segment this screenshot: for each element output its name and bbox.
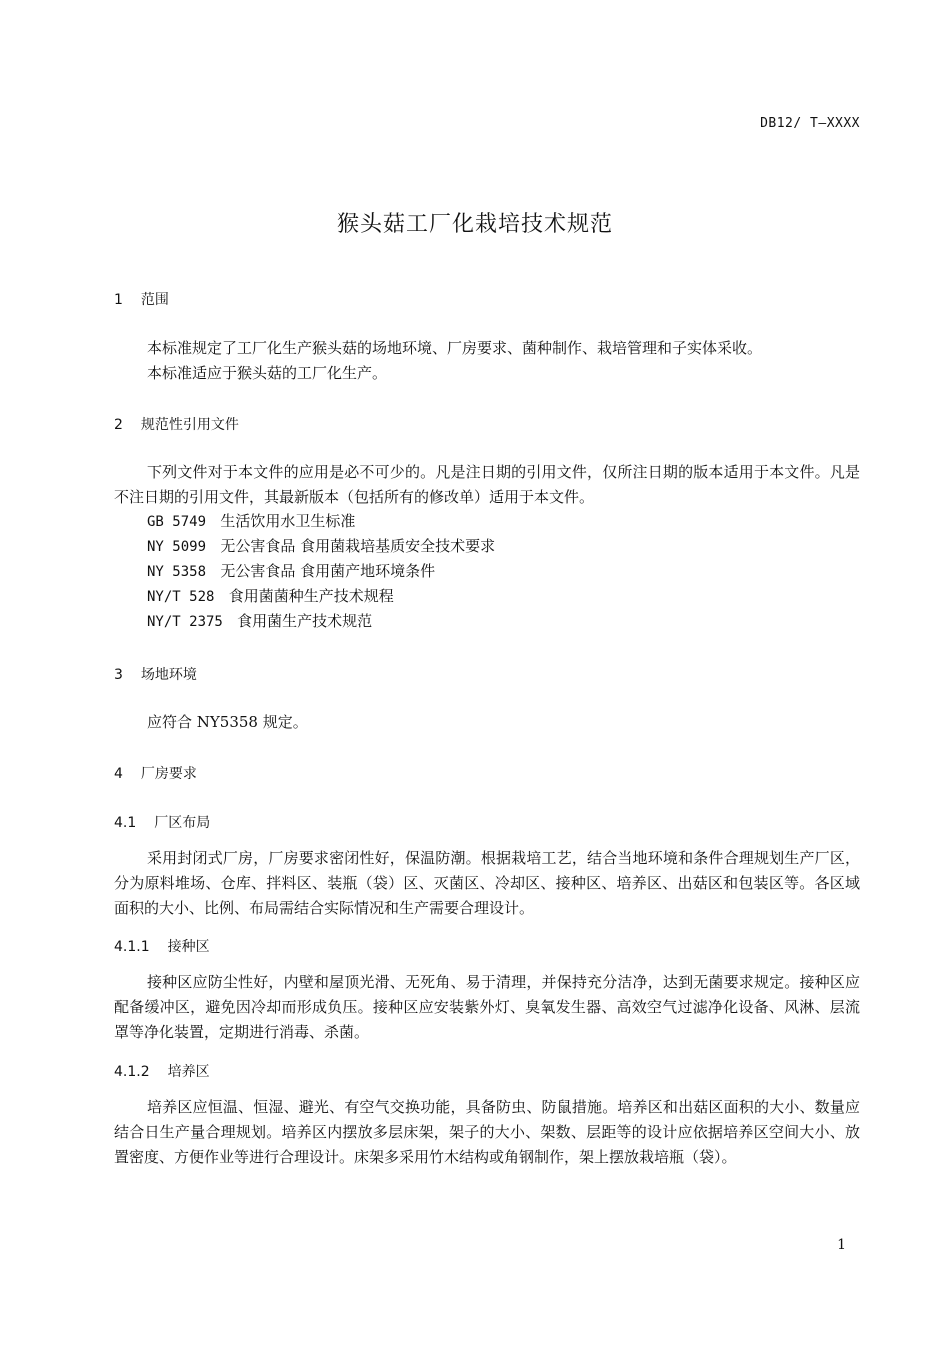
reference-title: 食用菌生产技术规范 xyxy=(237,612,373,630)
section-3-heading xyxy=(114,664,197,684)
section-4-1-heading xyxy=(114,812,210,832)
section-number: 2 xyxy=(114,417,123,433)
reference-code: NY 5099 xyxy=(147,539,207,555)
section-title: 规范性引用文件 xyxy=(140,417,239,433)
section-4-1-2-paragraph-1: 培养区应恒温、恒湿、避光、有空气交换功能，具备防虫、防鼠措施。培养区和出菇区面积的大小、数量应结合日生产量合理规划。培养区内摆放多层床架，架子的大小、架数、层距等的设计应依据培养区空间大小、放置密度、方便作业等进行合理设计。床架多采用竹木结构或角钢制作，架上摆放栽培瓶（袋）。 xyxy=(114,1098,860,1166)
reference-item xyxy=(147,509,355,535)
section-2-heading xyxy=(114,414,239,434)
reference-title: 无公害食品 食用菌产地环境条件 xyxy=(220,562,436,580)
section-number: 4.1.1 xyxy=(114,939,150,955)
reference-item xyxy=(147,584,394,610)
reference-item xyxy=(147,609,372,635)
section-number: 4.1 xyxy=(114,815,137,831)
section-title: 厂房要求 xyxy=(140,766,197,782)
section-number: 4 xyxy=(114,766,123,782)
section-4-1-1-heading xyxy=(114,936,210,956)
reference-title: 食用菌菌种生产技术规程 xyxy=(228,587,394,605)
section-number: 1 xyxy=(114,292,123,308)
section-number: 3 xyxy=(114,667,123,683)
section-number: 4.1.2 xyxy=(114,1064,150,1080)
section-2-paragraph-1: 下列文件对于本文件的应用是必不可少的。凡是注日期的引用文件，仅所注日期的版本适用于本文件。凡是不注日期的引用文件，其最新版本（包括所有的修改单）适用于本文件。 xyxy=(114,463,860,506)
reference-code: NY/T 2375 xyxy=(147,614,223,630)
page-number: 1 xyxy=(837,1237,846,1253)
document-number: DB12/ T—XXXX xyxy=(760,116,860,131)
section-3-paragraph-1: 应符合 NY5358 规定。 xyxy=(147,713,308,731)
document-title: 猴头菇工厂化栽培技术规范 xyxy=(336,212,613,237)
section-title: 范围 xyxy=(140,292,169,308)
section-4-1-2-heading xyxy=(114,1061,210,1081)
section-title: 培养区 xyxy=(167,1064,210,1080)
section-4-1-paragraph-1: 采用封闭式厂房，厂房要求密闭性好，保温防潮。根据栽培工艺，结合当地环境和条件合理规划生产厂区，分为原料堆场、仓库、拌料区、装瓶（袋）区、灭菌区、冷却区、接种区、培养区、出菇区和包装区等。各区域面积的大小、比例、布局需结合实际情况和生产需要合理设计。 xyxy=(114,849,860,917)
reference-title: 生活饮用水卫生标准 xyxy=(220,512,356,530)
reference-title: 无公害食品 食用菌栽培基质安全技术要求 xyxy=(220,537,496,555)
section-title: 接种区 xyxy=(167,939,210,955)
reference-code: NY/T 528 xyxy=(147,589,215,605)
section-4-heading xyxy=(114,763,197,783)
section-4-1-1-paragraph-1: 接种区应防尘性好，内壁和屋顶光滑、无死角、易于清理，并保持充分洁净，达到无菌要求规定。接种区应配备缓冲区，避免因冷却而形成负压。接种区应安装紫外灯、臭氧发生器、高效空气过滤净化设备、风淋、层流罩等净化装置，定期进行消毒、杀菌。 xyxy=(114,973,860,1041)
reference-code: GB 5749 xyxy=(147,514,207,530)
section-title: 厂区布局 xyxy=(154,815,211,831)
reference-item xyxy=(147,534,495,560)
section-1-paragraph-2: 本标准适应于猴头菇的工厂化生产。 xyxy=(147,364,388,382)
reference-code: NY 5358 xyxy=(147,564,207,580)
section-1-paragraph-1: 本标准规定了工厂化生产猴头菇的场地环境、厂房要求、菌种制作、栽培管理和子实体采收。 xyxy=(147,339,763,357)
reference-item xyxy=(147,559,435,585)
section-1-heading xyxy=(114,289,169,309)
section-title: 场地环境 xyxy=(140,667,197,683)
